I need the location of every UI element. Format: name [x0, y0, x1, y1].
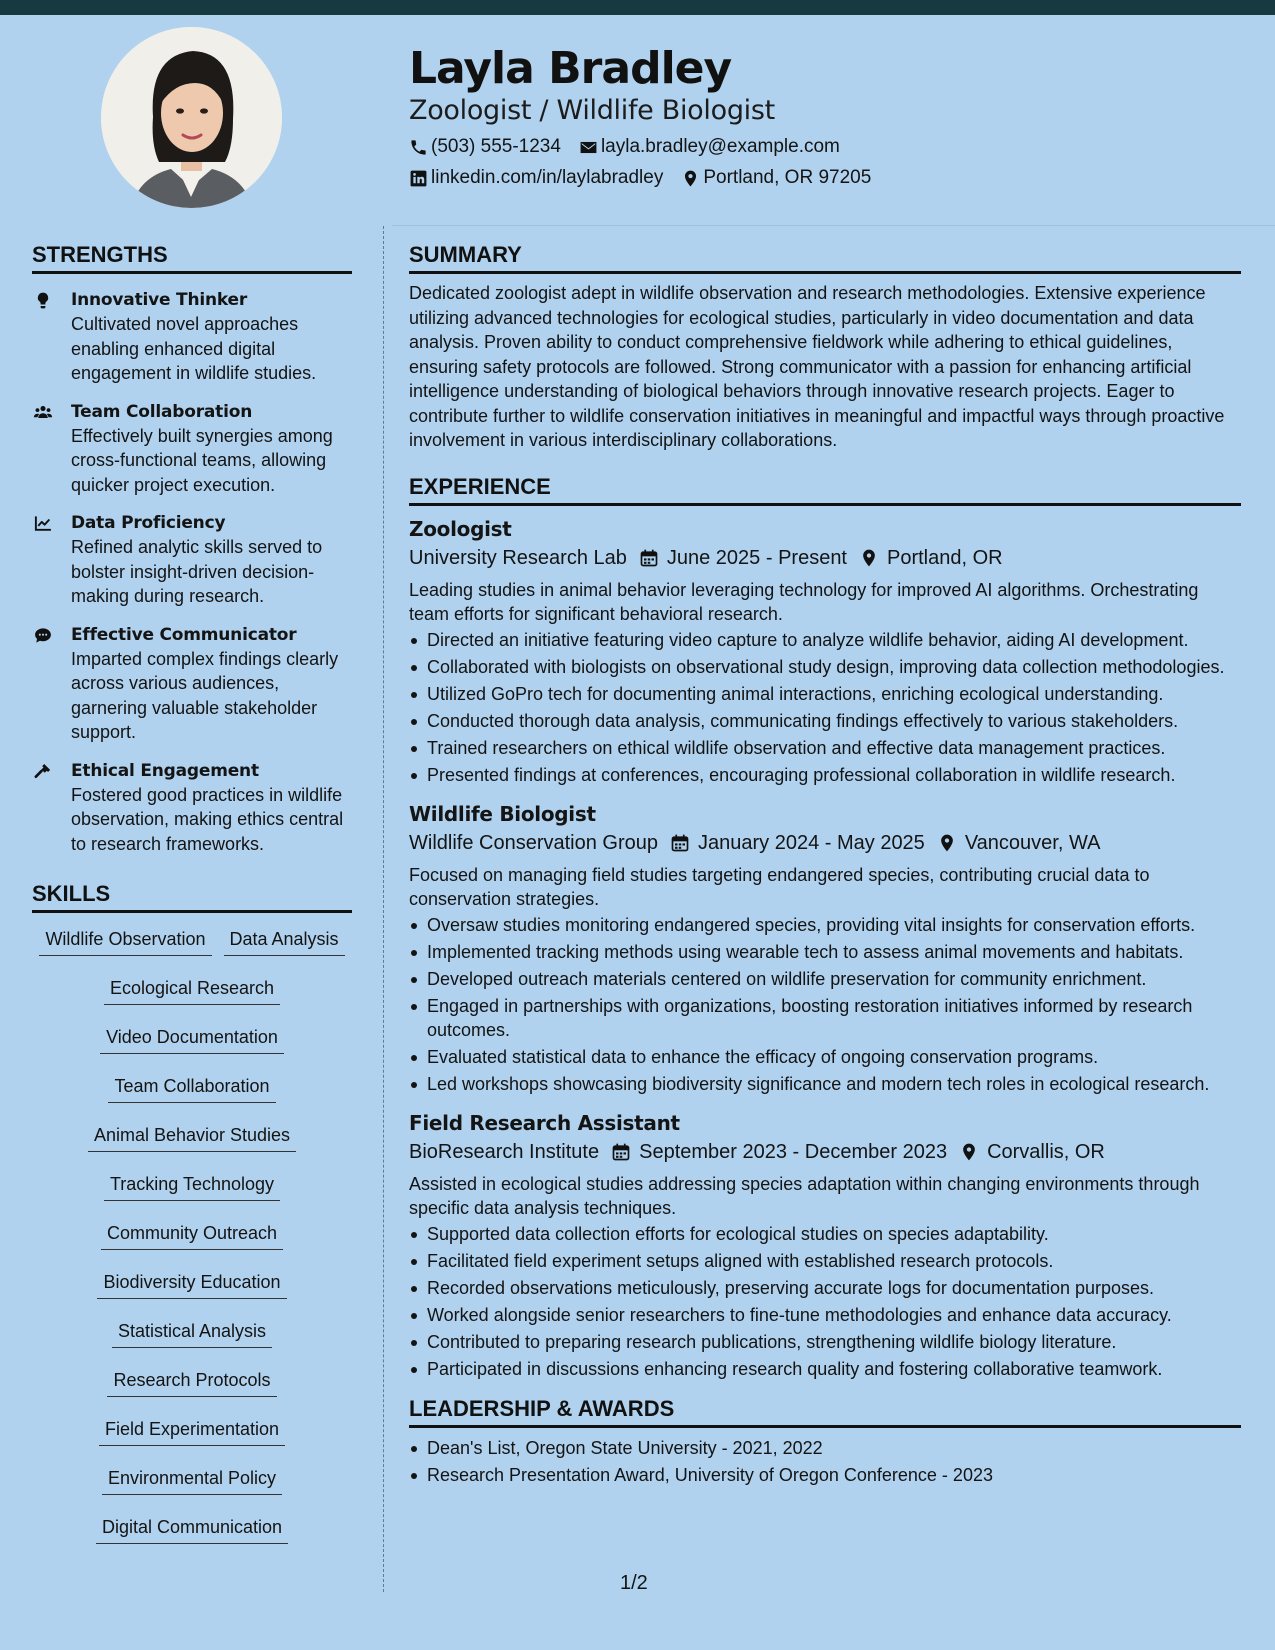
job-dates: September 2023 - December 2023 [639, 1140, 948, 1163]
job-bullet: Engaged in partnerships with organizations, boosting restoration initiatives informed by research outcomes. [409, 994, 1241, 1042]
job-bullet: Conducted thorough data analysis, communicating findings effectively to various stakeholders. [409, 709, 1241, 733]
strength-description: Cultivated novel approaches enabling enhanced digital engagement in wildlife studies. [71, 314, 317, 383]
chat-bubble-icon [32, 626, 54, 645]
strength-item [32, 511, 352, 609]
strength-item [32, 400, 352, 498]
job-description: Leading studies in animal behavior leveraging technology for improved AI algorithms. Orchestrating team efforts for significant behavioral research. [409, 579, 1199, 624]
gavel-icon [32, 762, 54, 781]
email-text: layla.bradley@example.com [600, 136, 840, 157]
location-text: Portland, OR 97205 [703, 167, 872, 188]
job-bullet: Developed outreach materials centered on wildlife preservation for community enrichment. [409, 967, 1241, 991]
profile-photo [101, 27, 282, 208]
column-divider [383, 226, 384, 1592]
job-bullet: Trained researchers on ethical wildlife observation and effective data management practices. [409, 736, 1241, 760]
job-bullet: Contributed to preparing research publications, strengthening wildlife biology literature. [409, 1330, 1241, 1354]
skill-tag: Ecological Research [104, 974, 280, 1005]
job-bullet: Worked alongside senior researchers to fine-tune methodologies and enhance data accuracy. [409, 1303, 1241, 1327]
map-pin-icon [681, 169, 700, 188]
skill-tag: Tracking Technology [104, 1170, 280, 1201]
job-bullet: Led workshops showcasing biodiversity significance and modern tech roles in ecological research. [409, 1072, 1241, 1096]
job-meta [409, 544, 1241, 572]
strength-item [32, 623, 352, 745]
skill-tag: Community Outreach [101, 1219, 283, 1250]
strength-description: Fostered good practices in wildlife observation, making ethics central to research frameworks. [71, 784, 344, 854]
job-entry [409, 516, 1241, 787]
summary-text: Dedicated zoologist adept in wildlife observation and research methodologies. Extensive experience utilizing advanced technologies for ecological studies, particularly in video documentation and data analysis. Proven ability to conduct comprehensive fieldwork while adhering to ethical guidelines, ensuring safety protocols are followed. Strong communicator with a passion for enhancing artificial intelligence understanding of biological behaviors through innovative research projects. Eager to contribute further to wildlife conservation initiatives in meaningful and impactful ways through proactive involvement in various interdisciplinary collaborations. [409, 283, 1225, 450]
job-meta [409, 1138, 1241, 1166]
lightbulb-icon [32, 291, 54, 310]
job-location: Portland, OR [887, 546, 1003, 569]
job-company: University Research Lab [409, 546, 627, 569]
header [409, 42, 1229, 190]
awards-heading: LEADERSHIP & AWARDS [409, 1395, 1241, 1428]
strength-name: Team Collaboration [71, 401, 253, 422]
job-bullet: Utilized GoPro tech for documenting animal interactions, enriching ecological understanding. [409, 682, 1241, 706]
skill-tag: Data Analysis [224, 925, 345, 956]
job-bullet: Directed an initiative featuring video capture to analyze wildlife behavior, aiding AI development. [409, 628, 1241, 652]
phone-icon [409, 138, 428, 157]
calendar-icon [670, 833, 690, 853]
calendar-icon [611, 1142, 631, 1162]
job-bullets [409, 1222, 1241, 1381]
awards-list [409, 1436, 1241, 1487]
contact-email[interactable] [579, 135, 840, 159]
strengths-heading: STRENGTHS [32, 241, 352, 274]
strength-name: Ethical Engagement [71, 760, 259, 781]
skill-tag: Digital Communication [96, 1513, 288, 1544]
job-bullets [409, 628, 1241, 787]
strength-item [32, 288, 352, 386]
job-bullet: Participated in discussions enhancing research quality and fostering collaborative teamwork. [409, 1357, 1241, 1381]
job-company: BioResearch Institute [409, 1140, 600, 1163]
users-icon [32, 403, 54, 422]
job-bullet: Supported data collection efforts for ecological studies on species adaptability. [409, 1222, 1241, 1246]
skill-tag: Research Protocols [107, 1366, 276, 1397]
job-company: Wildlife Conservation Group [409, 831, 658, 854]
job-bullet: Collaborated with biologists on observational study design, improving data collection methodologies. [409, 655, 1241, 679]
job-bullets [409, 913, 1241, 1096]
award-item: Dean's List, Oregon State University - 2021, 2022 [409, 1436, 1241, 1460]
summary-heading: SUMMARY [409, 241, 1241, 274]
skill-tag: Environmental Policy [102, 1464, 282, 1495]
left-column [32, 241, 352, 1562]
skill-tag: Statistical Analysis [112, 1317, 272, 1348]
job-bullet: Evaluated statistical data to enhance the efficacy of ongoing conservation programs. [409, 1045, 1241, 1069]
strength-description: Refined analytic skills served to bolster insight-driven decision-making during research. [71, 537, 323, 606]
job-title: Field Research Assistant [409, 1110, 680, 1135]
skills-heading: SKILLS [32, 880, 352, 913]
job-bullet: Facilitated field experiment setups aligned with established research protocols. [409, 1249, 1241, 1273]
job-dates: June 2025 - Present [666, 546, 847, 569]
job-bullet: Implemented tracking methods using wearable tech to assess animal movements and habitats. [409, 940, 1241, 964]
job-bullet: Recorded observations meticulously, preserving accurate logs for documentation purposes. [409, 1276, 1241, 1300]
job-dates: January 2024 - May 2025 [698, 831, 925, 854]
job-title: Zoologist [409, 516, 512, 541]
linkedin-icon [409, 169, 428, 188]
experience-heading: EXPERIENCE [409, 473, 1241, 506]
candidate-title: Zoologist / Wildlife Biologist [409, 95, 775, 126]
phone-text: (503) 555-1234 [431, 136, 561, 157]
header-divider [392, 225, 1275, 226]
map-pin-icon [937, 833, 957, 853]
job-location: Vancouver, WA [964, 831, 1101, 854]
strength-item [32, 759, 352, 857]
envelope-icon [579, 138, 598, 157]
strength-name: Effective Communicator [71, 624, 297, 645]
job-description: Assisted in ecological studies addressing species adaptation within changing environments through specific data analysis techniques. [409, 1173, 1200, 1218]
candidate-name: Layla Bradley [409, 43, 732, 94]
job-entry [409, 1110, 1241, 1381]
right-column [409, 241, 1241, 1490]
page-number: 1/2 [620, 1572, 648, 1594]
top-bar [0, 0, 1275, 15]
profile-photo-image [101, 27, 282, 208]
skill-tag: Biodiversity Education [97, 1268, 286, 1299]
skill-tag: Field Experimentation [99, 1415, 285, 1446]
contact-phone[interactable] [409, 135, 561, 159]
job-entry [409, 801, 1241, 1096]
contact-linkedin[interactable] [409, 166, 663, 190]
job-location: Corvallis, OR [987, 1140, 1105, 1163]
job-meta [409, 829, 1241, 857]
map-pin-icon [859, 548, 879, 568]
skills-list [32, 925, 352, 1562]
skill-tag: Wildlife Observation [39, 925, 211, 956]
job-bullet: Oversaw studies monitoring endangered species, providing vital insights for conservation efforts. [409, 913, 1241, 937]
strength-description: Imparted complex findings clearly across various audiences, garnering valuable stakeholder support. [71, 648, 339, 742]
job-description: Focused on managing field studies targeting endangered species, contributing crucial data to conservation strategies. [409, 864, 1150, 909]
contact-row-2 [409, 166, 1229, 190]
skill-tag: Video Documentation [100, 1023, 284, 1054]
skill-tag: Team Collaboration [108, 1072, 275, 1103]
map-pin-icon [959, 1142, 979, 1162]
job-title: Wildlife Biologist [409, 801, 596, 826]
strength-description: Effectively built synergies among cross-functional teams, allowing quicker project execution. [71, 425, 333, 495]
job-bullet: Presented findings at conferences, encouraging professional collaboration in wildlife research. [409, 763, 1241, 787]
linkedin-text: linkedin.com/in/laylabradley [431, 167, 664, 188]
contact-location [681, 166, 871, 190]
strength-name: Data Proficiency [71, 513, 226, 533]
calendar-icon [639, 548, 659, 568]
contact-row-1 [409, 135, 1229, 159]
skill-tag: Animal Behavior Studies [88, 1121, 296, 1152]
strength-name: Innovative Thinker [71, 290, 248, 310]
award-item: Research Presentation Award, University of Oregon Conference - 2023 [409, 1463, 1241, 1487]
chart-line-icon [32, 514, 54, 533]
